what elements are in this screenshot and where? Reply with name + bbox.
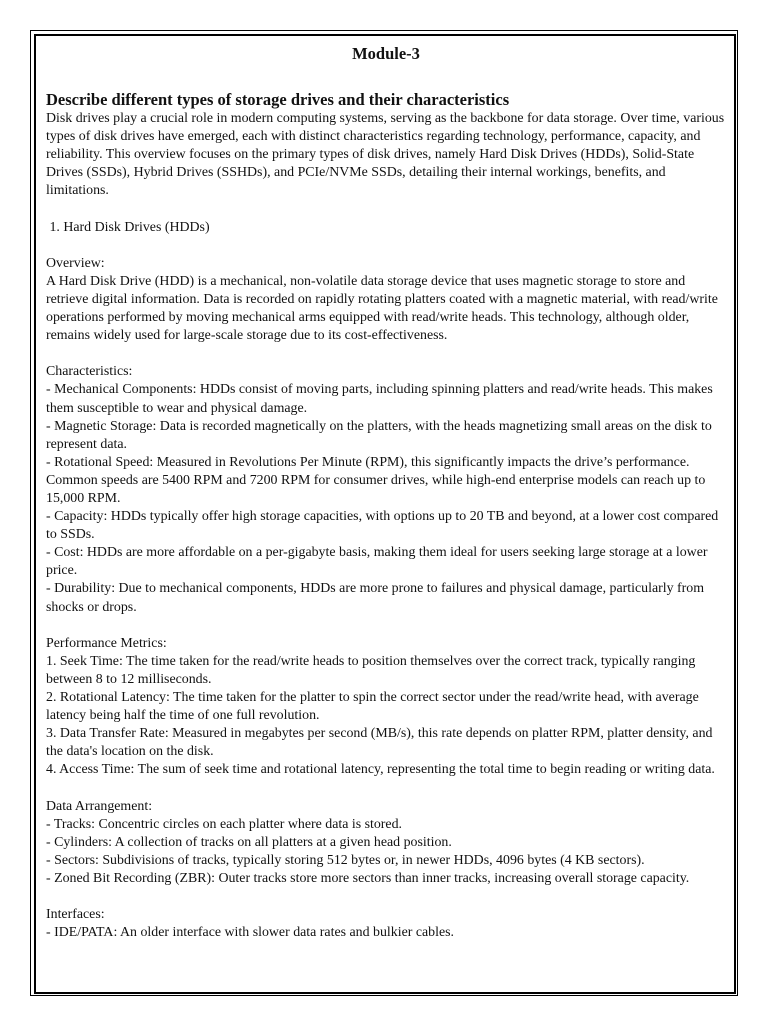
- characteristic-item: - Magnetic Storage: Data is recorded magnetically on the platters, with the heads magnetizing small areas on the disk to represent data.: [46, 418, 712, 452]
- characteristic-item: - Rotational Speed: Measured in Revolutions Per Minute (RPM), this significantly impacts the drive’s performance. Common speeds are 5400 RPM and 7200 RPM for consumer drives, while high-end enterprise models can reach up to 15,000 RPM.: [46, 454, 706, 506]
- arrangement-item: - Sectors: Subdivisions of tracks, typically storing 512 bytes or, in newer HDDs, 4096 bytes (4 KB sectors).: [46, 852, 645, 868]
- arrangement-item: - Tracks: Concentric circles on each platter where data is stored.: [46, 816, 403, 832]
- characteristic-item: - Durability: Due to mechanical components, HDDs are more prone to failures and physical damage, particularly from shocks or drops.: [46, 581, 705, 615]
- section-heading: Describe different types of storage drives and their characteristics: [46, 90, 510, 109]
- performance-item: 3. Data Transfer Rate: Measured in megabytes per second (MB/s), this rate depends on platter RPM, platter density, and the data's location on the disk.: [46, 726, 713, 760]
- spacer: [46, 345, 726, 363]
- spacer: [46, 779, 726, 797]
- performance-item: 2. Rotational Latency: The time taken for the platter to spin the correct sector under the read/write head, with average latency being half the time of one full revolution.: [46, 690, 699, 724]
- intro-paragraph: Disk drives play a crucial role in modern computing systems, serving as the backbone for data storage. Over time, various types of disk drives have emerged, each with distinct characteristics regarding technology, performance, capacity, and reliability. This overview focuses on the primary types of disk drives, namely Hard Disk Drives (HDDs), Solid-State Drives (SSDs), Hybrid Drives (SSHDs), and PCIe/NVMe SSDs, detailing their internal workings, benefits, and limitations.: [46, 111, 725, 199]
- interfaces-label: Interfaces:: [46, 907, 105, 923]
- characteristic-item: - Mechanical Components: HDDs consist of moving parts, including spinning platters and read/write heads. This makes them susceptible to wear and physical damage.: [46, 382, 713, 416]
- document-body: [46, 41, 726, 942]
- arrangement-item: - Cylinders: A collection of tracks on all platters at a given head position.: [46, 834, 452, 850]
- arrangement-label: Data Arrangement:: [46, 798, 153, 814]
- arrangement-item: - Zoned Bit Recording (ZBR): Outer tracks store more sectors than inner tracks, increasing overall storage capacity.: [46, 870, 690, 886]
- overview-label: Overview:: [46, 255, 105, 271]
- interface-item: - IDE/PATA: An older interface with slower data rates and bulkier cables.: [46, 925, 455, 941]
- spacer: [46, 617, 726, 635]
- performance-label: Performance Metrics:: [46, 635, 167, 651]
- module-title: Module-3: [352, 44, 420, 63]
- characteristic-item: - Cost: HDDs are more affordable on a per-gigabyte basis, making them ideal for users seeking large storage at a lower price.: [46, 545, 708, 579]
- hdd-section-title: 1. Hard Disk Drives (HDDs): [46, 219, 210, 235]
- performance-item: 4. Access Time: The sum of seek time and rotational latency, representing the total time to begin reading or writing data.: [46, 762, 715, 778]
- characteristics-label: Characteristics:: [46, 364, 133, 380]
- characteristic-item: - Capacity: HDDs typically offer high storage capacities, with options up to 20 TB and beyond, at a lower cost compared to SSDs.: [46, 509, 719, 543]
- spacer: [46, 888, 726, 906]
- overview-paragraph: A Hard Disk Drive (HDD) is a mechanical, non-volatile data storage device that uses magnetic storage to store and retrieve digital information. Data is recorded on rapidly rotating platters coated with a magnetic material, with read/write operations performed by moving mechanical arms equipped with read/write heads. This technology, although older, remains widely used for large-scale storage due to its cost-effectiveness.: [46, 273, 718, 344]
- spacer: [46, 200, 726, 218]
- spacer: [46, 237, 726, 255]
- performance-item: 1. Seek Time: The time taken for the read/write heads to position themselves over the correct track, typically ranging between 8 to 12 milliseconds.: [46, 653, 696, 687]
